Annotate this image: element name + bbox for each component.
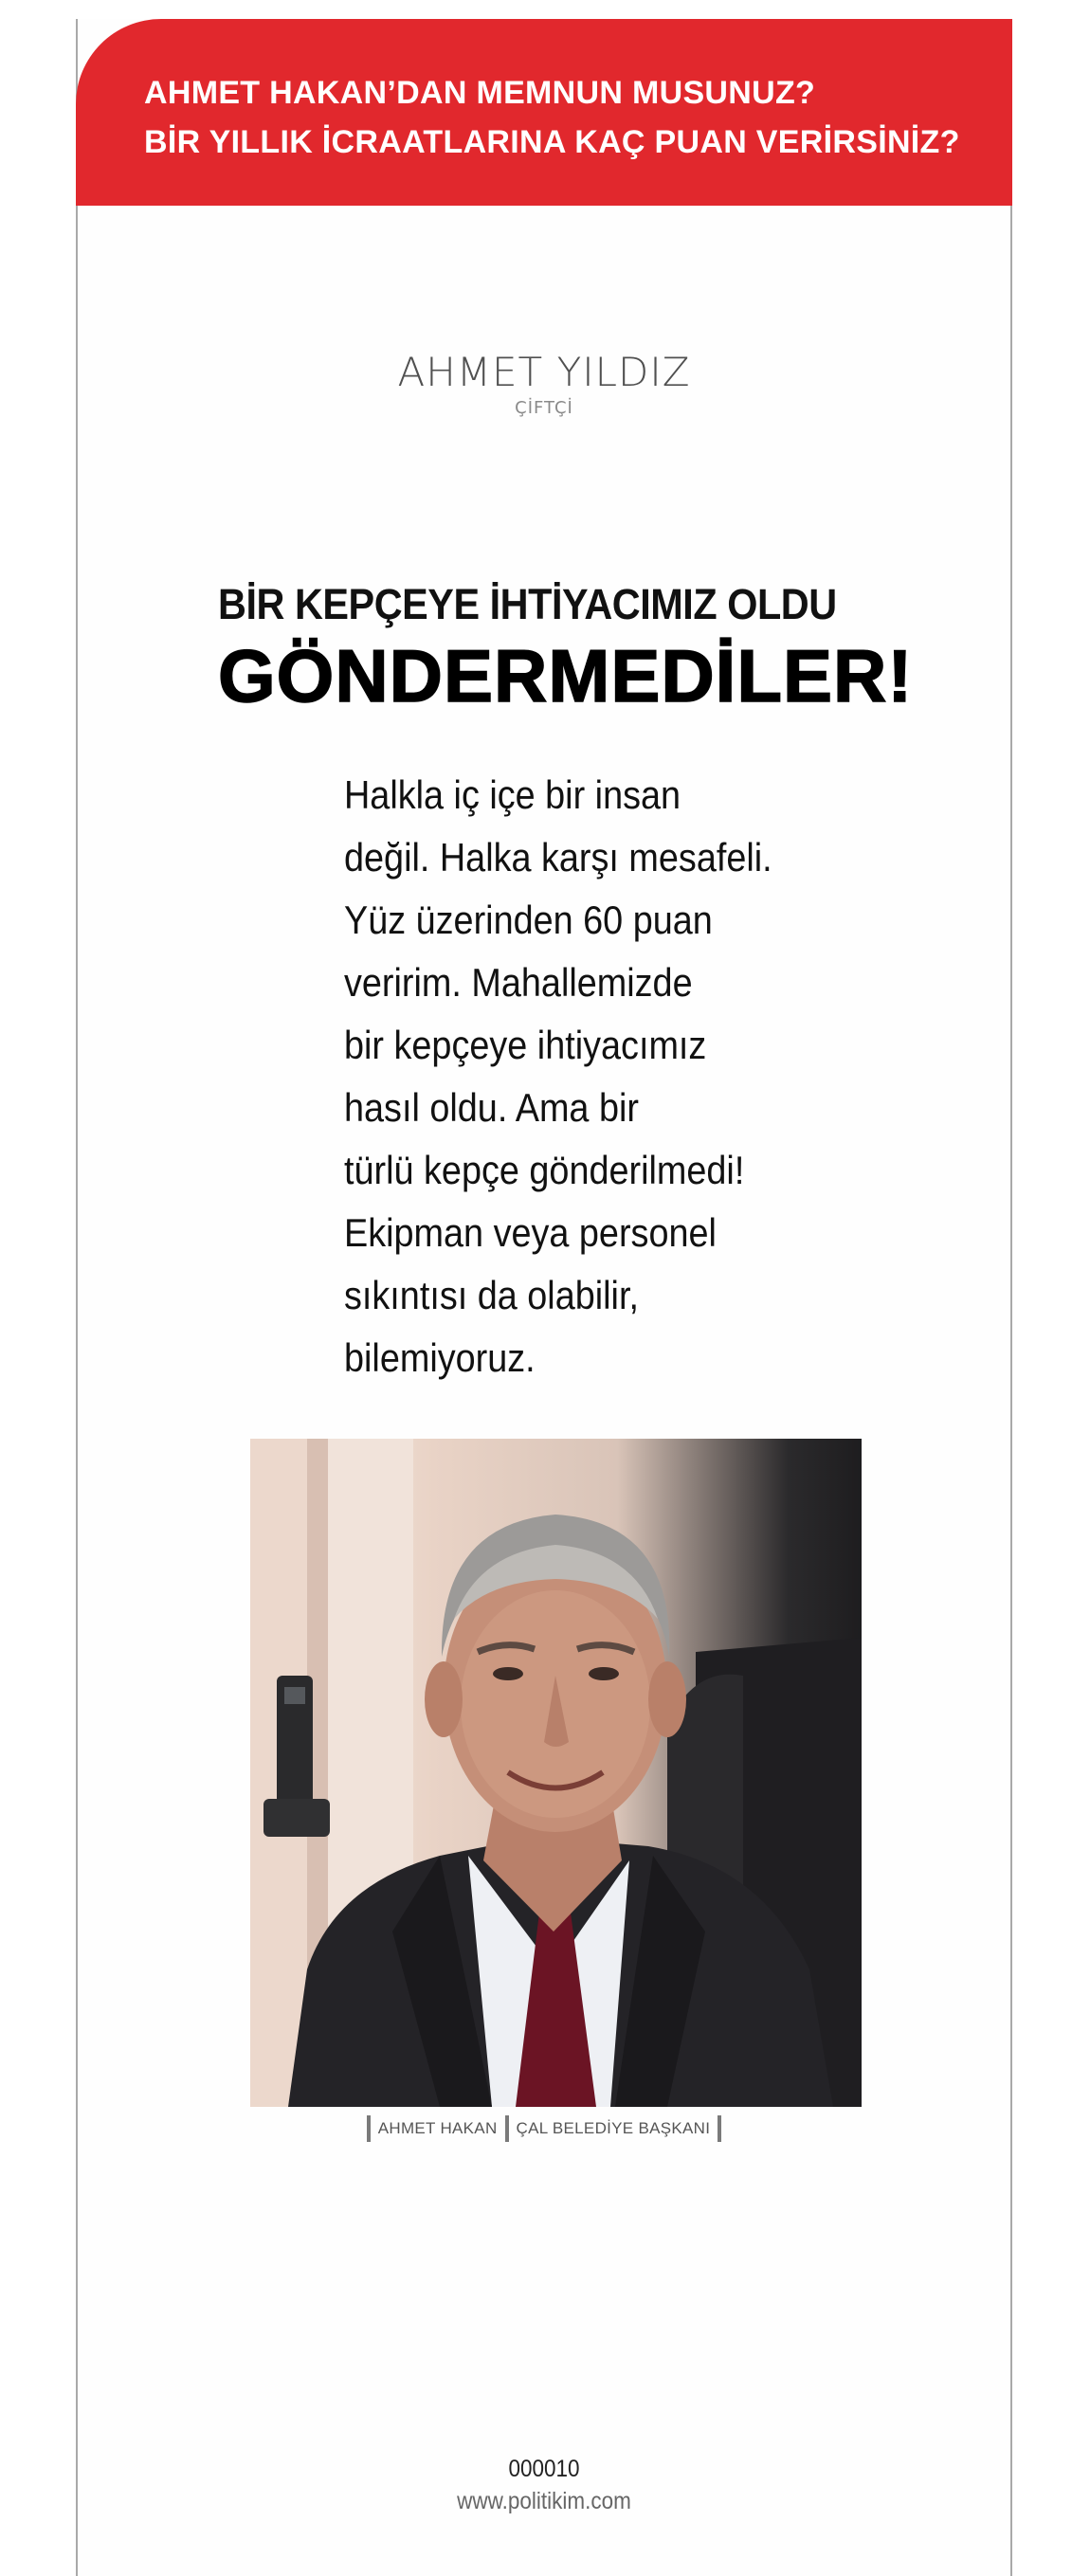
caption-separator — [718, 2115, 721, 2142]
quote-line: Ekipman veya personel — [344, 1210, 717, 1255]
photo-caption — [76, 2115, 1012, 2142]
footer-website-url: www.politikim.com — [457, 2488, 631, 2514]
quote-line: hasıl oldu. Ama bir — [344, 1085, 639, 1130]
interviewee-role: ÇİFTÇİ — [515, 398, 573, 418]
footer-page-code: 000010 — [508, 2456, 580, 2482]
interviewee-name: AHMET YILDIZ — [397, 349, 691, 395]
mayor-portrait-photo — [250, 1439, 862, 2107]
header-banner — [76, 19, 1012, 206]
header-question-line-2: BİR YILLIK İCRAATLARINA KAÇ PUAN VERİRSİNİZ? — [144, 124, 960, 160]
headline-kicker: BİR KEPÇEYE İHTİYACIMIZ OLDU — [218, 580, 837, 628]
header-question-line-1: AHMET HAKAN’DAN MEMNUN MUSUNUZ? — [144, 75, 816, 111]
caption-separator — [505, 2115, 509, 2142]
caption-title: ÇAL BELEDİYE BAŞKANI — [516, 2119, 711, 2137]
caption-name: AHMET HAKAN — [377, 2119, 498, 2137]
quote-line: Yüz üzerinden 60 puan — [344, 898, 713, 942]
quote-line: veririm. Mahallemizde — [344, 960, 693, 1005]
quote-line: sıkıntısı da olabilir, — [344, 1273, 639, 1317]
interviewee-block — [76, 349, 1012, 418]
quote-line: türlü kepçe gönderilmedi! — [344, 1148, 745, 1192]
page-footer — [76, 2453, 1012, 2517]
quote-line: değil. Halka karşı mesafeli. — [344, 835, 772, 880]
quote-line: bir kepçeye ihtiyacımız — [344, 1023, 707, 1067]
caption-separator — [367, 2115, 371, 2142]
quote-body — [344, 764, 822, 1389]
quote-line: Halkla iç içe bir insan — [344, 772, 681, 817]
quote-line: bilemiyoruz. — [344, 1335, 536, 1380]
headline-main: GÖNDERMEDİLER! — [218, 634, 914, 717]
